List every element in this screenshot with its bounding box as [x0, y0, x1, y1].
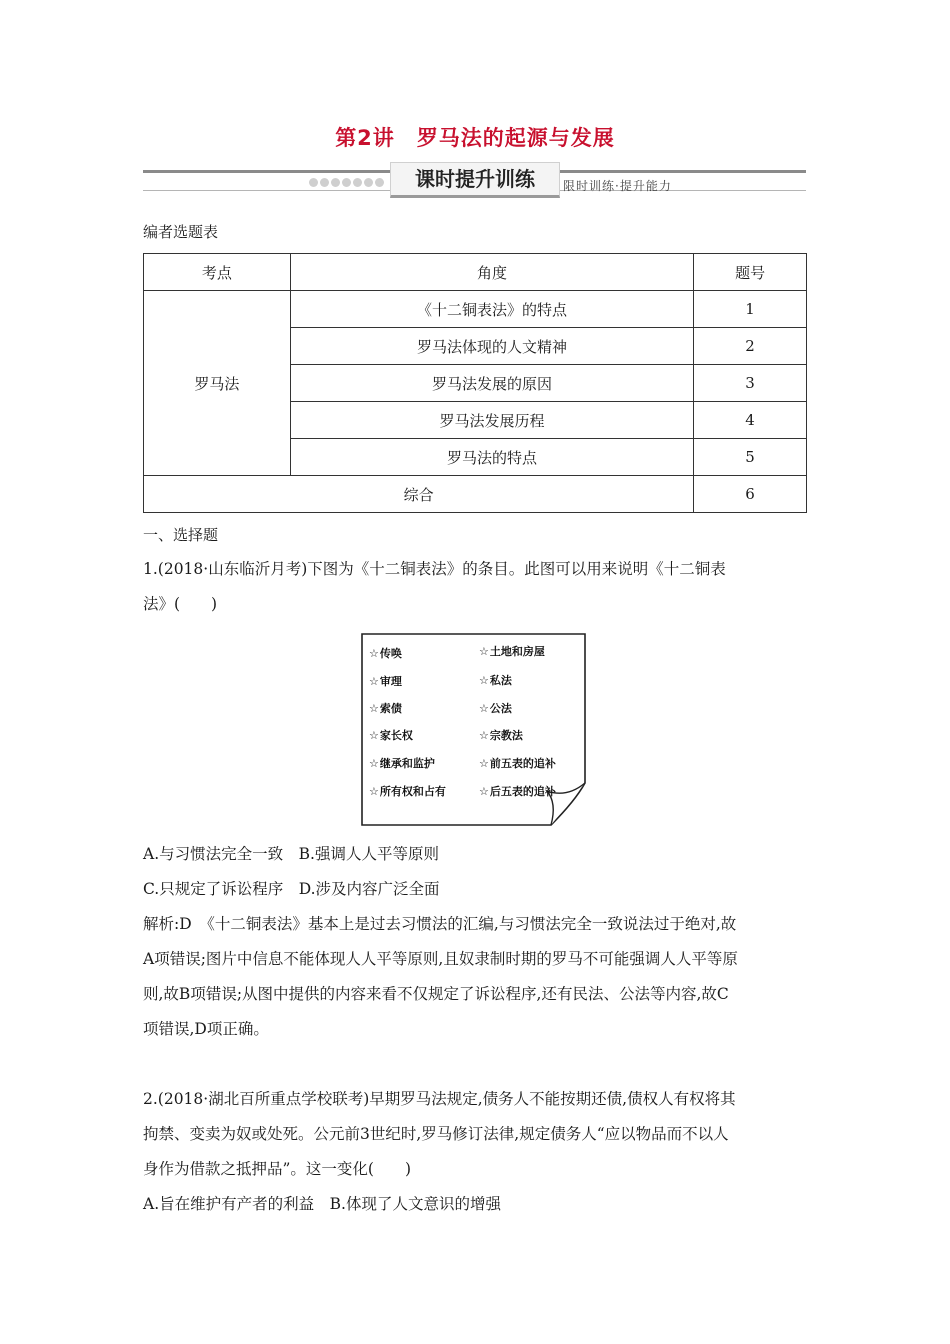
question-1-analysis-line: 解析:D 《十二铜表法》基本上是过去习惯法的汇编,与习惯法完全一致说法过于绝对,故 — [143, 915, 737, 933]
selection-table — [143, 253, 807, 513]
number-cell: 1 — [694, 291, 807, 328]
figure-item-left: ☆审理 — [369, 675, 402, 688]
page-title — [0, 122, 950, 152]
summary-label: 综合 — [144, 476, 694, 513]
section-heading: 一、选择题 — [143, 526, 219, 544]
question-2 — [143, 1082, 807, 1222]
question-1-stem — [143, 552, 807, 622]
figure-item-right: ☆前五表的追补 — [479, 757, 556, 770]
question-2-line: 身作为借款之抵押品”。这一变化( ) — [143, 1160, 412, 1178]
topic-cell: 罗马法 — [144, 291, 291, 476]
question-1-options-ab: A.与习惯法完全一致 B.强调人人平等原则 — [143, 845, 439, 863]
question-1-options-cd: C.只规定了诉讼程序 D.涉及内容广泛全面 — [143, 880, 440, 898]
question-1-analysis-line: 项错误,D项正确。 — [143, 1020, 269, 1038]
figure-item-left: ☆继承和监护 — [369, 757, 435, 770]
figure-item-left: ☆家长权 — [369, 729, 413, 742]
number-cell: 5 — [694, 439, 807, 476]
number-cell: 3 — [694, 365, 807, 402]
question-2-line: 拘禁、变卖为奴或处死。公元前3世纪时,罗马修订法律,规定债务人“应以物品而不以人 — [143, 1125, 729, 1143]
angle-cell: 罗马法体现的人文精神 — [290, 328, 693, 365]
number-cell: 4 — [694, 402, 807, 439]
question-1-analysis-line: A项错误;图片中信息不能体现人人平等原则,且奴隶制时期的罗马不可能强调人人平等原 — [143, 950, 738, 968]
angle-cell: 罗马法发展历程 — [290, 402, 693, 439]
banner-subtitle: 限时训练·提升能力 — [563, 179, 672, 193]
summary-number: 6 — [694, 476, 807, 513]
banner-dots — [309, 178, 384, 187]
figure-item-left: ☆传唤 — [369, 647, 402, 660]
question-1-line: 1.(2018·山东临沂月考)下图为《十二铜表法》的条目。此图可以用来说明《十二铜表 — [143, 560, 726, 578]
table-caption: 编者选题表 — [143, 223, 219, 241]
figure-item-right: ☆土地和房屋 — [479, 645, 545, 658]
question-1-line: 法》( ) — [143, 595, 218, 613]
angle-cell: 罗马法发展的原因 — [290, 365, 693, 402]
banner-label: 课时提升训练 — [390, 162, 560, 198]
question-1-analysis-line: 则,故B项错误;从图中提供的内容来看不仅规定了诉讼程序,还有民法、公法等内容,故C — [143, 985, 729, 1003]
header-angle: 角度 — [290, 254, 693, 291]
figure-item-left: ☆索债 — [369, 702, 402, 715]
table-row — [144, 291, 807, 328]
figure-item-right: ☆私法 — [479, 674, 512, 687]
header-number: 题号 — [694, 254, 807, 291]
question-2-line: 2.(2018·湖北百所重点学校联考)早期罗马法规定,债务人不能按期还债,债权人有权将其 — [143, 1090, 736, 1108]
figure-item-left: ☆所有权和占有 — [369, 785, 446, 798]
figure-item-right: ☆后五表的追补 — [479, 785, 556, 798]
number-cell: 2 — [694, 328, 807, 365]
table-header-row — [144, 254, 807, 291]
lesson-number: 第2讲 — [335, 126, 395, 150]
twelve-tables-figure — [361, 633, 586, 826]
question-2-options-ab: A.旨在维护有产者的利益 B.体现了人文意识的增强 — [143, 1195, 501, 1213]
angle-cell: 《十二铜表法》的特点 — [290, 291, 693, 328]
table-summary-row — [144, 476, 807, 513]
figure-item-right: ☆宗教法 — [479, 729, 523, 742]
lesson-title: 罗马法的起源与发展 — [416, 126, 615, 150]
header-topic: 考点 — [144, 254, 291, 291]
angle-cell: 罗马法的特点 — [290, 439, 693, 476]
figure-item-right: ☆公法 — [479, 702, 512, 715]
question-1-body — [143, 837, 807, 1047]
